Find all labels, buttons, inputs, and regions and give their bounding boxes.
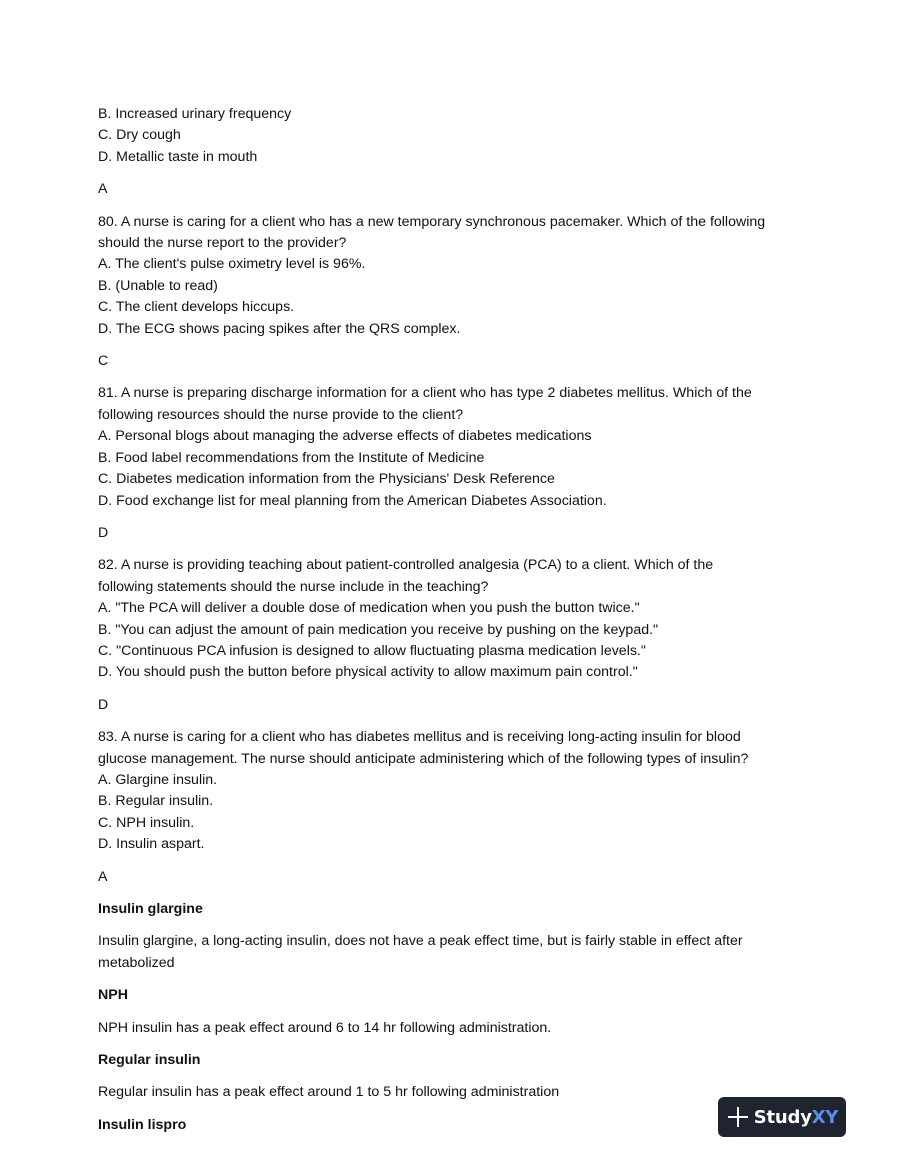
question-stem-line: 82. A nurse is providing teaching about patient-controlled analgesia (PCA) to a client. Which of the (98, 557, 714, 574)
option-b: B. Regular insulin. (98, 793, 214, 810)
explanation-regular: Regular insulin has a peak effect around 1 to 5 hr following administration (98, 1084, 560, 1101)
question-82 (98, 555, 818, 683)
answer-81: D (98, 524, 109, 541)
option-a: A. Personal blogs about managing the adverse effects of diabetes medications (98, 428, 592, 445)
explanation-heading-regular: Regular insulin (98, 1052, 201, 1069)
question-80 (98, 212, 818, 340)
question-stem-line: following statements should the nurse include in the teaching? (98, 578, 489, 595)
question-stem-line: glucose management. The nurse should anticipate administering which of the following types of insulin? (98, 750, 749, 767)
explanation-glargine (98, 931, 818, 974)
question-stem-line: should the nurse report to the provider? (98, 235, 347, 252)
studyxy-logo-text (754, 1107, 839, 1128)
option-b: B. (Unable to read) (98, 277, 218, 294)
answer-80: C (98, 353, 109, 370)
question-stem-line: 81. A nurse is preparing discharge information for a client who has type 2 diabetes mellitus. Which of the (98, 385, 752, 402)
option-d: D. You should push the button before physical activity to allow maximum pain control." (98, 664, 638, 681)
studyxy-badge[interactable] (718, 1097, 846, 1137)
option-c: C. Diabetes medication information from the Physicians' Desk Reference (98, 471, 555, 488)
question-79-options (98, 104, 818, 168)
option-b: B. "You can adjust the amount of pain medication you receive by pushing on the keypad." (98, 621, 659, 638)
option-a: A. Glargine insulin. (98, 771, 218, 788)
question-81 (98, 383, 818, 511)
option-c: C. The client develops hiccups. (98, 299, 295, 316)
document-page (98, 104, 818, 1136)
question-stem-line: following resources should the nurse provide to the client? (98, 406, 464, 423)
option-a: A. "The PCA will deliver a double dose of medication when you push the button twice." (98, 600, 640, 617)
plus-icon (728, 1107, 748, 1127)
explanation-line: metabolized (98, 954, 175, 971)
option-d: D. Metallic taste in mouth (98, 148, 258, 165)
answer-83: A (98, 868, 108, 885)
explanation-heading-glargine: Insulin glargine (98, 901, 203, 917)
option-d: D. The ECG shows pacing spikes after the QRS complex. (98, 320, 461, 337)
answer-79: A (98, 181, 108, 198)
option-b: B. Food label recommendations from the Institute of Medicine (98, 449, 485, 466)
explanation-line: Insulin glargine, a long-acting insulin, does not have a peak effect time, but is fairly stable in effect after (98, 933, 743, 950)
option-c: C. Dry cough (98, 127, 181, 144)
option-d: D. Food exchange list for meal planning from the American Diabetes Association. (98, 492, 607, 509)
option-a: A. The client's pulse oximetry level is 96%. (98, 256, 366, 273)
explanation-nph: NPH insulin has a peak effect around 6 to 14 hr following administration. (98, 1019, 552, 1036)
question-stem-line: 80. A nurse is caring for a client who has a new temporary synchronous pacemaker. Which of the following (98, 213, 766, 230)
option-c: C. "Continuous PCA infusion is designed to allow fluctuating plasma medication levels." (98, 642, 646, 659)
brand-accent: XY (811, 1106, 839, 1128)
explanation-heading-nph: NPH (98, 987, 128, 1004)
option-b: B. Increased urinary frequency (98, 106, 292, 122)
answer-82: D (98, 696, 109, 713)
question-stem-line: 83. A nurse is caring for a client who has diabetes mellitus and is receiving long-acting insulin for blood (98, 729, 741, 746)
explanation-heading-lispro: Insulin lispro (98, 1116, 187, 1133)
option-d: D. Insulin aspart. (98, 836, 205, 853)
question-83 (98, 727, 818, 855)
option-c: C. NPH insulin. (98, 814, 195, 831)
brand-main: Study (753, 1106, 812, 1128)
